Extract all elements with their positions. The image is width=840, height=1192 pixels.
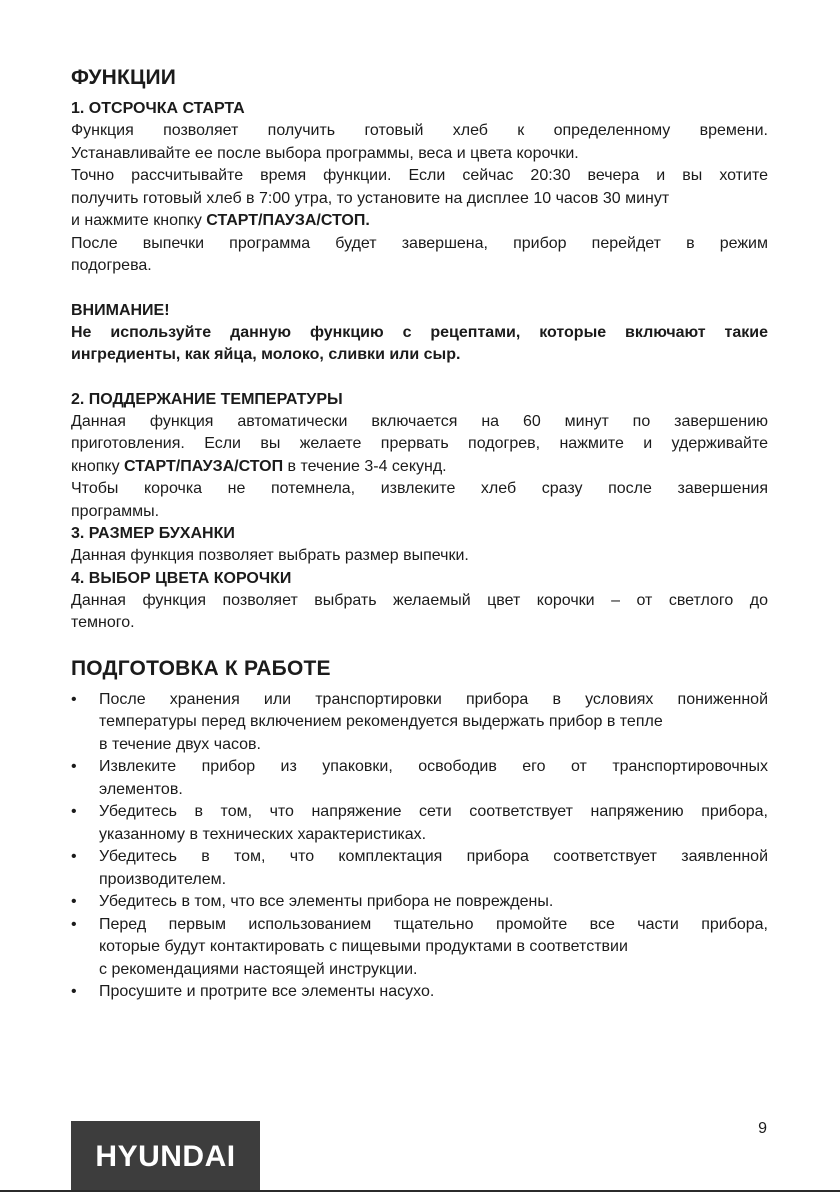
keep-warm-title: 2. ПОДДЕРЖАНИЕ ТЕМПЕРАТУРЫ xyxy=(71,390,343,408)
keep-warm-text-line: кнопку СТАРТ/ПАУЗА/СТОП в течение 3-4 секунд. xyxy=(71,457,447,475)
delay-text-line: Устанавливайте ее после выбора программы, веса и цвета корочки. xyxy=(71,144,579,162)
list-item: • Убедитесь в том, что комплектация прибора соответствует заявленной производителем. xyxy=(71,848,768,888)
keep-warm-text-line: программы. xyxy=(71,502,160,520)
section-heading-functions: ФУНКЦИИ xyxy=(71,66,177,89)
bullet-icon: • xyxy=(71,690,77,708)
start-pause-stop-label: СТАРТ/ПАУЗА/СТОП. xyxy=(206,212,370,229)
bullet-icon: • xyxy=(71,803,77,820)
warning-text-line: Не используйте данную функцию с рецептами, которые включают такие xyxy=(71,323,768,341)
delay-text-line: получить готовый хлеб в 7:00 утра, то установите на дисплее 10 часов 30 минут xyxy=(71,189,670,207)
keep-warm-text-line: Данная функция автоматически включается на 60 минут по завершению xyxy=(71,412,768,430)
delay-text-line: подогрева. xyxy=(71,257,152,274)
loaf-size-title: 3. РАЗМЕР БУХАНКИ xyxy=(71,525,235,542)
list-item: • Извлеките прибор из упаковки, освободив его от транспортировочных элементов. xyxy=(71,758,768,798)
crust-color-text-line: Данная функция позволяет выбрать желаемый цвет корочки – от светлого до xyxy=(71,591,768,609)
list-item: • Убедитесь в том, что все элементы прибора не повреждены. xyxy=(71,891,768,914)
warning-title: ВНИМАНИЕ! xyxy=(71,301,170,319)
keep-warm-text-line: Чтобы корочка не потемнела, извлеките хлеб сразу после завершения xyxy=(71,480,768,497)
crust-color-text-line: темного. xyxy=(71,614,135,631)
list-item: • После хранения или транспортировки прибора в условиях пониженной температуры перед включением рекомендуется выдержать прибор в тепле в течение двух часов. xyxy=(71,690,768,753)
bullet-icon: • xyxy=(71,983,77,1000)
delay-text-line: Функция позволяет получить готовый хлеб к определенному времени. xyxy=(71,122,768,139)
delay-start-title: 1. ОТСРОЧКА СТАРТА xyxy=(71,100,245,117)
delay-text-line: Точно рассчитывайте время функции. Если сейчас 20:30 вечера и вы хотите xyxy=(71,167,768,184)
list-item: • Перед первым использованием тщательно промойте все части прибора, которые будут контактировать с пищевыми продуктами в соответствии с рекомендациями настоящей инструкции. xyxy=(71,915,768,978)
brand-logo: HYUNDAI xyxy=(71,1121,260,1192)
crust-color-title: 4. ВЫБОР ЦВЕТА КОРОЧКИ xyxy=(71,569,292,587)
page-number: 9 xyxy=(758,1120,767,1137)
loaf-size-text: Данная функция позволяет выбрать размер выпечки. xyxy=(71,547,469,564)
preparation-list xyxy=(71,689,768,1004)
start-pause-stop-label: СТАРТ/ПАУЗА/СТОП xyxy=(124,457,284,475)
warning-text-line: ингредиенты, как яйца, молоко, сливки или сыр. xyxy=(71,346,461,363)
list-item: • Просушите и протрите все элементы насухо. xyxy=(71,981,768,1004)
page-content xyxy=(71,66,768,1004)
bullet-icon: • xyxy=(71,848,77,865)
bullet-icon: • xyxy=(71,893,77,910)
delay-text-line: После выпечки программа будет завершена, прибор перейдет в режим xyxy=(71,234,768,252)
bullet-icon: • xyxy=(71,758,77,775)
list-item: • Убедитесь в том, что напряжение сети соответствует напряжению прибора, указанному в технических характеристиках. xyxy=(71,803,768,843)
keep-warm-text-line: приготовления. Если вы желаете прервать подогрев, нажмите и удерживайте xyxy=(71,435,768,452)
bullet-icon: • xyxy=(71,915,77,933)
section-heading-preparation: ПОДГОТОВКА К РАБОТЕ xyxy=(71,656,331,680)
delay-text-line: и нажмите кнопку СТАРТ/ПАУЗА/СТОП. xyxy=(71,212,370,229)
